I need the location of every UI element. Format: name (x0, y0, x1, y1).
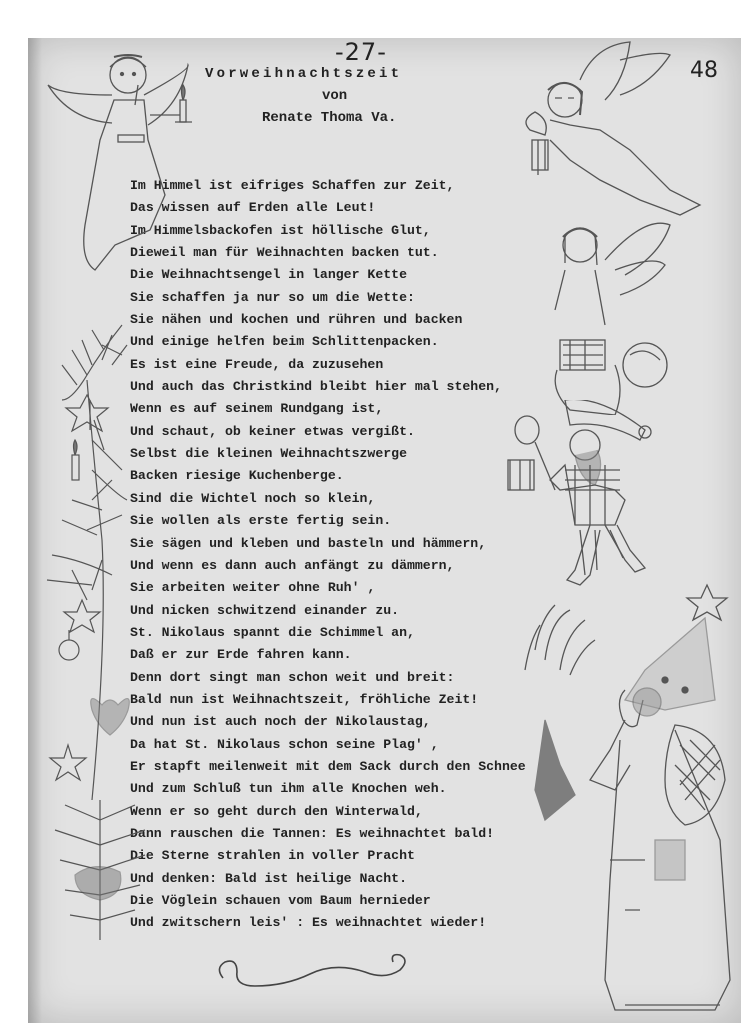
poem-line: Und einige helfen beim Schlittenpacken. (130, 334, 439, 350)
poem-line: Und schaut, ob keiner etwas vergißt. (130, 423, 415, 439)
poem-line: Sind die Wichtel noch so klein, (130, 490, 376, 506)
poem-line: Sie wollen als erste fertig sein. (130, 513, 392, 529)
poem-line: Und zwitschern leis' : Es weihnachtet wieder! (130, 915, 487, 931)
poem-line: Dann rauschen die Tannen: Es weihnachtet bald! (130, 825, 495, 841)
poem-line: Wenn es auf seinem Rundgang ist, (130, 401, 384, 417)
poem-line: Und auch das Christkind bleibt hier mal stehen, (130, 379, 502, 395)
author-name: Renate Thoma Va. (262, 110, 397, 126)
poem-line: Sie nähen und kochen und rühren und backen (130, 312, 463, 328)
poem-line: Dieweil man für Weihnachten backen tut. (130, 245, 439, 261)
poem-line: Sie arbeiten weiter ohne Ruh' , (130, 580, 376, 596)
poem-line: Die Vöglein schauen vom Baum hernieder (130, 893, 431, 908)
poem-line: Backen riesige Kuchenberge. (130, 468, 344, 484)
poem-body (130, 175, 526, 935)
poem-line: Da hat St. Nikolaus schon seine Plag' , (130, 736, 439, 752)
poem-line: Im Himmel ist eifriges Schaffen zur Zeit, (130, 178, 455, 193)
angel-baking-icon (545, 215, 685, 415)
poem-line: Und nicken schwitzend einander zu. (130, 602, 400, 618)
poem-line: Wenn er so geht durch den Winterwald, (130, 803, 423, 819)
fir-branch-bottom-icon (45, 800, 155, 940)
poem-line: Und denken: Bald ist heilige Nacht. (130, 870, 407, 886)
dwarf-icon (505, 400, 665, 600)
poem-line: Es ist eine Freude, da zuzusehen (130, 356, 384, 372)
poem-line: Daß er zur Erde fahren kann. (130, 647, 352, 663)
poem-line: Und nun ist auch noch der Nikolaustag, (130, 714, 431, 730)
poem-line: Bald nun ist Weihnachtszeit, fröhliche Zeit! (130, 691, 479, 707)
poem-line: Im Himmelsbackofen ist höllische Glut, (130, 222, 431, 238)
poem-line: Die Weihnachtsengel in langer Kette (130, 267, 407, 283)
poem-line: St. Nikolaus spannt die Schimmel an, (130, 624, 415, 640)
poem-line: Und wenn es dann auch anfängt zu dämmern, (130, 557, 455, 573)
poem-line: Sie schaffen ja nur so um die Wette: (130, 289, 415, 305)
poem-line: Sie sägen und kleben und basteln und hämmern, (130, 535, 487, 551)
swirl-icon (205, 950, 415, 995)
page-number-right: 48 (690, 58, 718, 83)
page-number-top: -27- (335, 38, 387, 66)
angel-right-icon (510, 40, 710, 230)
byline-von: von (322, 88, 348, 104)
poem-title: Vorweihnachtszeit (205, 66, 403, 82)
poem-line: Er stapft meilenweit mit dem Sack durch den Schnee (130, 758, 526, 774)
nikolaus-icon (515, 580, 740, 1020)
poem-line: Denn dort singt man schon weit und breit: (130, 669, 455, 685)
poem-line: Die Sterne strahlen in voller Pracht (130, 848, 415, 864)
poem-line: Selbst die kleinen Weihnachtszwerge (130, 446, 407, 462)
poem-line: Und zum Schluß tun ihm alle Knochen weh. (130, 781, 447, 797)
fir-branch-icon (32, 320, 142, 800)
angel-left-icon (40, 45, 205, 285)
poem-line: Das wissen auf Erden alle Leut! (130, 200, 376, 216)
